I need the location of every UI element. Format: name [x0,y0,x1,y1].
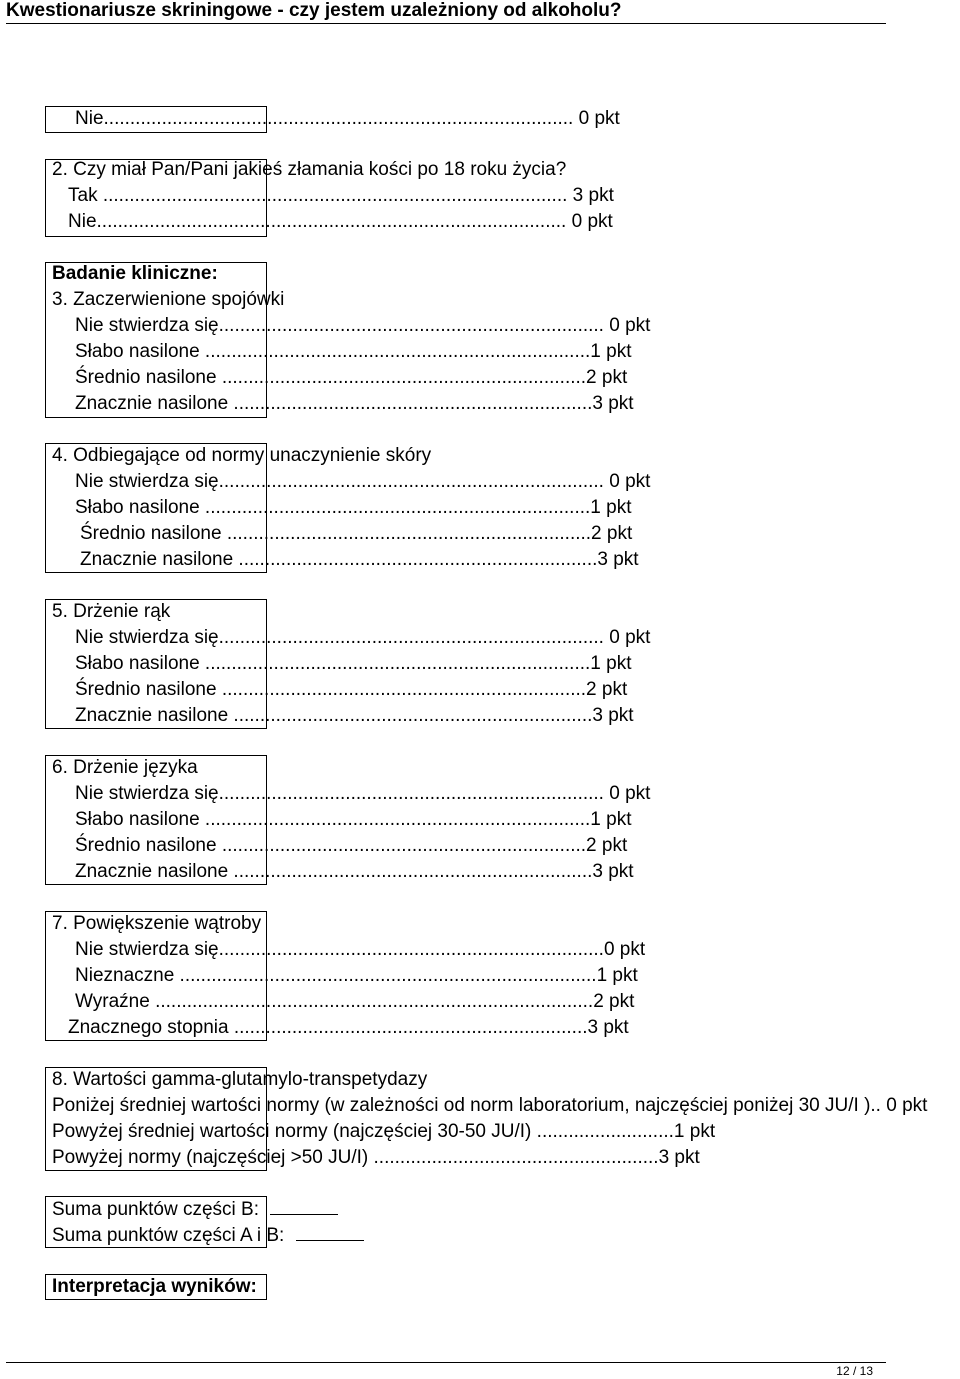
sum-part-b-label: Suma punktów części B: [52,1199,259,1220]
interpretation-heading: Interpretacja wyników: [52,1276,257,1297]
q8-option: Powyżej średniej wartości normy (najczęściej 30-50 JU/I) ..........................1 pkt [52,1121,716,1142]
sum-part-b [52,1196,338,1222]
q7-option: Wyraźne ...................................................................................2 pkt [75,991,635,1012]
q4-option: Słabo nasilone .........................................................................1 pkt [75,497,632,518]
sum-part-ab [52,1222,364,1248]
q7-option: Znacznego stopnia ...................................................................3 pkt [68,1017,629,1038]
q8-option: Poniżej średniej wartości normy (w zależności od norm laboratorium, najczęściej poniżej 30 JU/I ).. 0 pkt [52,1095,928,1116]
document-title: Kwestionariusze skriningowe - czy jestem uzależniony od alkoholu? [6,0,622,21]
q7-title: 7. Powiększenie wątroby [52,913,262,934]
header-rule [6,23,886,24]
q2-question: 2. Czy miał Pan/Pani jakieś złamania kości po 18 roku życia? [52,159,567,180]
q3-option: Nie stwierdza się......................................................................... 0 pkt [75,315,651,336]
footer-rule [6,1362,886,1363]
q3-option: Słabo nasilone .........................................................................1 pkt [75,341,632,362]
q2-option-nie: Nie......................................................................................... 0 pkt [68,211,613,232]
q5-option: Średnio nasilone .....................................................................2 pkt [75,679,628,700]
q8-option: Powyżej normy (najczęściej >50 JU/I) ......................................................3 pkt [52,1147,700,1168]
q8-title: 8. Wartości gamma-glutamylo-transpetydazy [52,1069,428,1090]
q2-option-tak: Tak ........................................................................................ 3 pkt [68,185,614,206]
q5-option: Nie stwierdza się......................................................................... 0 pkt [75,627,651,648]
q5-title: 5. Drżenie rąk [52,601,171,622]
q7-option: Nie stwierdza się.........................................................................0 pkt [75,939,646,960]
q1-option-nie: Nie......................................................................................... 0 pkt [75,108,620,129]
q5-option: Słabo nasilone .........................................................................1 pkt [75,653,632,674]
q6-option: Znacznie nasilone ....................................................................3 pkt [75,861,634,882]
sum-part-ab-label: Suma punktów części A i B: [52,1225,285,1246]
q6-title: 6. Drżenie języka [52,757,198,778]
sum-part-ab-blank [296,1222,364,1241]
q3-option: Średnio nasilone .....................................................................2 pkt [75,367,628,388]
q6-option: Średnio nasilone .....................................................................2 pkt [75,835,628,856]
q5-option: Znacznie nasilone ....................................................................3 pkt [75,705,634,726]
sum-part-b-blank [270,1196,338,1215]
q4-option: Znacznie nasilone ....................................................................3 pkt [80,549,639,570]
q6-option: Słabo nasilone .........................................................................1 pkt [75,809,632,830]
q4-option: Średnio nasilone .....................................................................2 pkt [80,523,633,544]
q7-option: Nieznaczne ...............................................................................1 pkt [75,965,638,986]
q3-option: Znacznie nasilone ....................................................................3 pkt [75,393,634,414]
clinical-heading: Badanie kliniczne: [52,263,218,284]
q4-option: Nie stwierdza się......................................................................... 0 pkt [75,471,651,492]
q6-option: Nie stwierdza się......................................................................... 0 pkt [75,783,651,804]
q4-title: 4. Odbiegające od normy unaczynienie skóry [52,445,432,466]
q3-title: 3. Zaczerwienione spojówki [52,289,285,310]
page-indicator: 12 / 13 [836,1364,873,1378]
